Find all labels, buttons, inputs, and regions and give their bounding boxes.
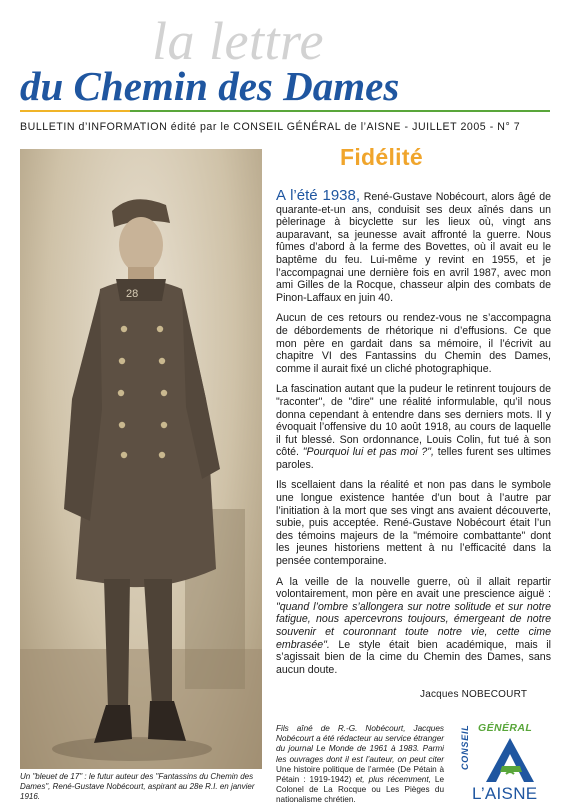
article-quote: "quand l’ombre s’allongera sur notre solitude et sur notre fatigue, nous apercevrons toujours, émergeant de notre souvenir et couronnant toute notre vie, cette cime embrasée". — [276, 600, 551, 651]
bio-book-title: Une histoire politique de l’armée (De Pétain à Pétain : 1919-1942) — [276, 764, 444, 785]
article-quote: "Pourquoi lui et pas moi ?", — [302, 446, 434, 459]
article-paragraph-text: La fascination autant que la pudeur le retinrent toujours de "raconter", de "dire" une réalité informulable, qu’il nous donna cependant à entendre dans ses derniers mots. Il y évoquait l’offensive du 10 août 1918, au cours de laquelle il fut blessé. Son ordonnance, Louis Colin, fut tué à son côté. — [276, 383, 551, 459]
article-signature: Jacques NOBECOURT — [420, 689, 528, 700]
article-paragraph — [276, 383, 551, 471]
logo-aisne-text: L’AISNE — [472, 784, 538, 803]
masthead-ghost-title: la lettre — [152, 11, 324, 71]
article-lead: A l’été 1938, — [276, 187, 361, 204]
author-bio — [276, 724, 444, 806]
article-paragraph-text: René-Gustave Nobécourt, alors âgé de quarante-et-un ans, conduisit ses deux aînés dans un pèlerinage à bicyclette sur les lieux où, vingt ans auparavant, sa jeunesse avait affronté la guerre. Nous fûmes d’abord à la ferme des Bovettes, où il avait eu le baptême du feu. Lui-même y revint en 1955, et je l’accompagnai une dernière fois en avril 1987, avec mon ami Gilles de la Rocque, chasseur alpin des combats de Pinon-Laffaux en juin 40. — [276, 191, 551, 304]
logo-general-text: GÉNÉRAL — [478, 722, 533, 734]
article-paragraph: Aucun de ces retours ou rendez-vous ne s’accompagna de débordements de rhétorique ni d’effusions. Ce que mon père en gardait dans sa mémoire, il l’écrivit au chapitre VI des Fantassins du Chemin des Dames, comme il aurait fixé un cliché photographique. — [276, 312, 551, 375]
article-paragraph — [276, 576, 551, 677]
article-title: Fidélité — [340, 144, 423, 170]
masthead-title: du Chemin des Dames — [20, 63, 400, 109]
article-paragraph-text: A la veille de la nouvelle guerre, où il allait repartir volontairement, mon père en avait une prescience aiguë : — [276, 575, 551, 601]
soldier-photo-illustration — [20, 149, 262, 769]
article-paragraph: Ils scellaient dans la réalité et non pas dans le symbole une longue existence hantée d’un bout à l’autre par l’initiation à la mort que ses vingt ans avaient découverte, subie, puis acceptée. René-Gustave Nobécourt était l’un des témoins majeurs de la "mémoire combattante" dont les jeunes historiens mettent à nu l’efficacité dans la pensée contemporaine. — [276, 479, 551, 568]
logo-conseil-text: CONSEIL — [460, 724, 470, 770]
bulletin-line: BULLETIN d’INFORMATION édité par le CONSEIL GÉNÉRAL de l’AISNE - JUILLET 2005 - N° 7 — [20, 121, 521, 133]
article-paragraph-text: telles furent ses ultimes paroles. — [276, 446, 551, 471]
aisne-emblem-icon — [480, 736, 540, 784]
photo-caption: Un "bleuet de 17" : le futur auteur des "Fantassins du Chemin des Dames", René-Gustave Nobécourt, aspirant au 28e R.I. en janvier 1916. — [20, 772, 255, 801]
article-paragraph-text: Le style était bien académique, mais il s’agissait bien de la cime du Chemin des Dames, sans aucun doute. — [276, 638, 551, 676]
article-body — [276, 187, 551, 684]
conseil-general-logo — [458, 720, 558, 804]
bio-text: Fils aîné de R.-G. Nobécourt, Jacques Nobécourt a été rédacteur au service étranger du journal Le Monde de 1961 à 1983. Parmi les ouvrages dont il est l’auteur, on peut citer — [276, 724, 444, 764]
bio-text: et, plus récemment, — [351, 775, 435, 785]
masthead-rule-accent — [130, 110, 550, 112]
bio-book-title: Le Colonel de La Rocque ou Les Pièges du nationalisme chrétien. — [276, 775, 445, 805]
soldier-photo — [20, 149, 262, 769]
collar-number: 28 — [126, 288, 139, 300]
article-paragraph — [276, 187, 551, 304]
